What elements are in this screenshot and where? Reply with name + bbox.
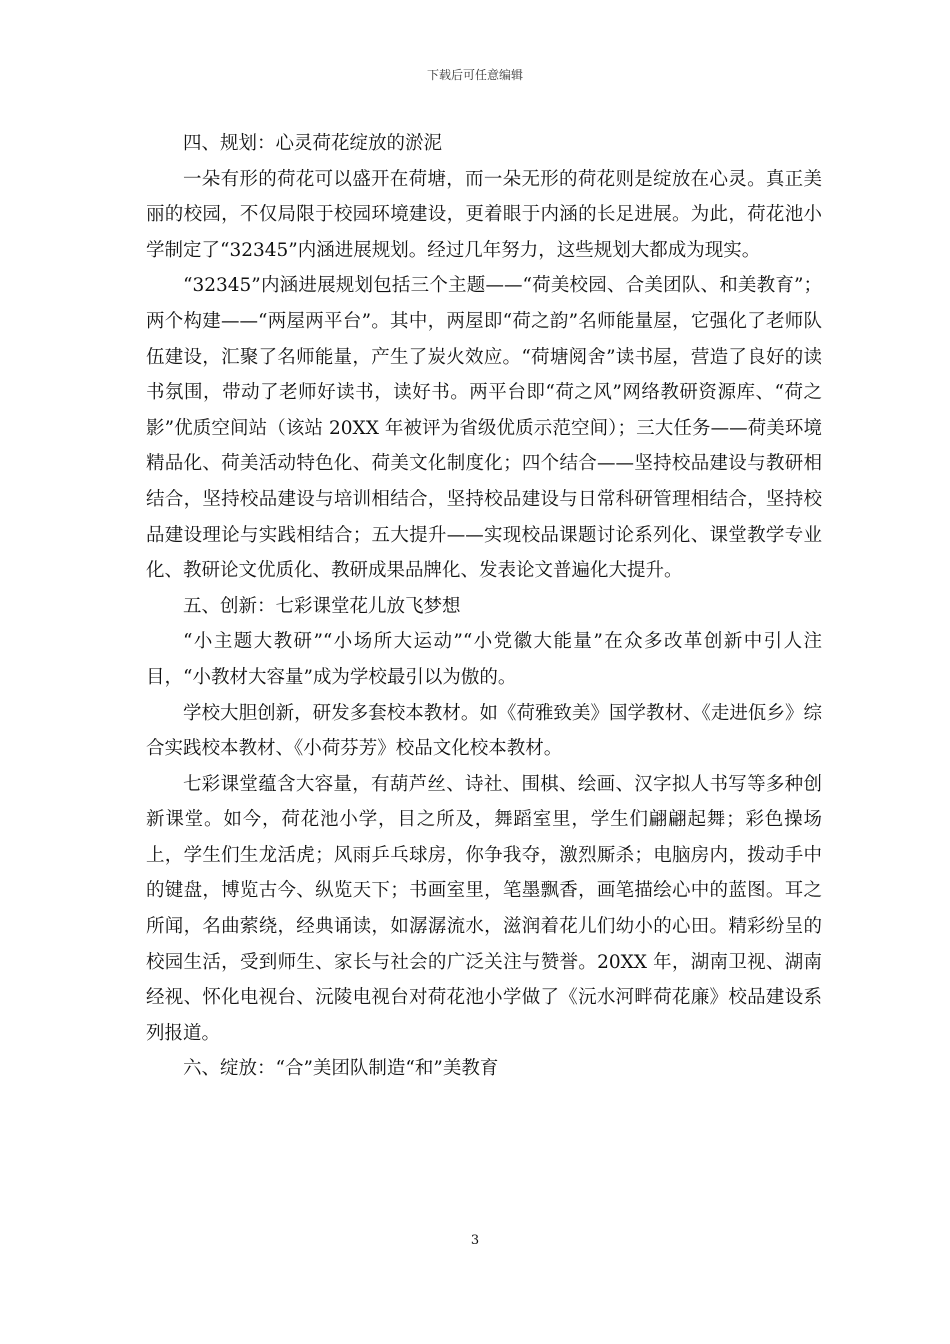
page-header-note: 下载后可任意编辑 (426, 68, 523, 82)
paragraph: 学校大胆创新，研发多套校本教材。如《荷雅致美》国学教材、《走进佤乡》综合实践校本教材、《小荷芬芳》校品文化校本教材。 (146, 702, 822, 760)
section-heading-6: 六、绽放：“合”美团队制造“和”美教育 (183, 1058, 499, 1080)
document-body (146, 126, 822, 1087)
paragraph: “32345”内涵进展规划包括三个主题——“荷美校园、合美团队、和美教育”；两个构建——“两屋两平台”。其中，两屋即“荷之韵”名师能量屋，它强化了老师队伍建设，汇聚了名师能量，产生了炭火效应。“荷塘阅舍”读书屋，营造了良好的读书氛围，带动了老师好读书，读好书。两平台即“荷之风”网络教研资源库、“荷之影”优质空间站（该站 20XX 年被评为省级优质示范空间）；三大任务——荷美环境精品化、荷美活动特色化、荷美文化制度化；四个结合——坚持校品建设与教研相结合，坚持校品建设与培训相结合，坚持校品建设与日常科研管理相结合，坚持校品建设理论与实践相结合；五大提升——实现校品课题讨论系列化、课堂教学专业化、教研论文优质化、教研成果品牌化、发表论文普遍化大提升。 (146, 275, 822, 582)
section-heading-4: 四、规划：心灵荷花绽放的淤泥 (183, 133, 443, 154)
paragraph: 七彩课堂蕴含大容量，有葫芦丝、诗社、围棋、绘画、汉字拟人书写等多种创新课堂。如今，荷花池小学，目之所及，舞蹈室里，学生们翩翩起舞；彩色操场上，学生们生龙活虎；风雨乒乓球房，你争我夺，激烈厮杀；电脑房内，拨动手中的键盘，博览古今、纵览天下；书画室里，笔墨飘香，画笔描绘心中的蓝图。耳之所闻，名曲萦绕，经典诵读，如潺潺流水，滋润着花儿们幼小的心田。精彩纷呈的校园生活，受到师生、家长与社会的广泛关注与赞誉。20XX 年，湖南卫视、湖南经视、怀化电视台、沅陵电视台对荷花池小学做了《沅水河畔荷花廉》校品建设系列报道。 (146, 773, 822, 1044)
section-heading-5: 五、创新：七彩课堂花儿放飞梦想 (183, 595, 461, 617)
page-number: 3 (470, 1233, 480, 1248)
paragraph: “小主题大教研”“小场所大运动”“小党徽大能量”在众多改革创新中引人注目，“小教材大容量”成为学校最引以为傲的。 (146, 631, 822, 688)
paragraph: 一朵有形的荷花可以盛开在荷塘，而一朵无形的荷花则是绽放在心灵。真正美丽的校园，不仅局限于校园环境建设，更着眼于内涵的长足进展。为此，荷花池小学制定了“32345”内涵进展规划。经过几年努力，这些规划大都成为现实。 (146, 168, 822, 261)
